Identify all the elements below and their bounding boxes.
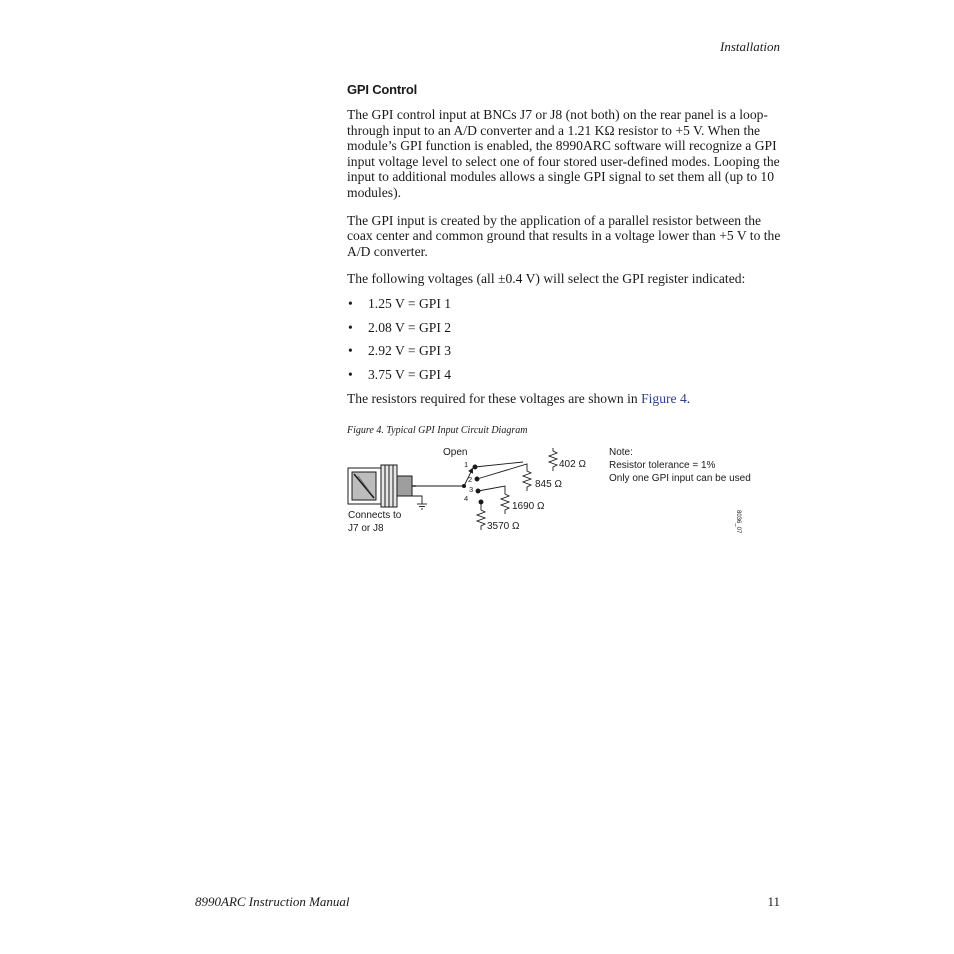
drawing-id: 8036_07 (735, 510, 741, 534)
label-connector-ids: J7 or J8 (348, 523, 384, 534)
list-item-text: 2.92 V = GPI 3 (368, 343, 452, 359)
bullet-symbol: • (348, 319, 353, 335)
list-item-text: 2.08 V = GPI 2 (368, 319, 452, 335)
footer-page-number: 11 (767, 894, 780, 909)
paragraph-parallel-resistor: The GPI input is created by the application of a parallel resistor between the coax center and common ground that results in a voltage lower than +5 V to the A/D converter. (347, 212, 781, 259)
label-connects-to: Connects to (348, 510, 402, 521)
note-single-input: Only one GPI input can be used (609, 473, 751, 484)
label-resistor-1690: 1690 Ω (512, 501, 545, 512)
section-heading: GPI Control (347, 82, 418, 97)
list-item-text: 1.25 V = GPI 1 (368, 295, 452, 311)
note-title: Note: (609, 447, 633, 458)
figure-caption: Figure 4. Typical GPI Input Circuit Diagram (347, 425, 528, 436)
bullet-symbol: • (348, 295, 353, 311)
list-item (347, 343, 787, 359)
gpi-circuit-diagram (340, 440, 760, 545)
bullet-symbol: • (348, 366, 353, 382)
list-item (347, 367, 787, 383)
paragraph-voltages-intro: The following voltages (all ±0.4 V) will select the GPI register indicated: (347, 271, 746, 287)
label-resistor-3570: 3570 Ω (487, 521, 520, 532)
list-item-text: 3.75 V = GPI 4 (368, 366, 452, 382)
running-header-section: Installation (720, 39, 780, 54)
label-resistor-402: 402 Ω (559, 459, 586, 470)
label-position-2: 2 (468, 475, 473, 484)
list-item (347, 296, 787, 312)
main-content (347, 82, 787, 419)
bullet-symbol: • (348, 343, 353, 359)
note-resistor-tolerance: Resistor tolerance = 1% (609, 460, 716, 471)
label-position-1: 1 (464, 460, 469, 469)
list-item (347, 320, 787, 336)
label-position-3: 3 (469, 485, 474, 494)
paragraph-gpi-input-description: The GPI control input at BNCs J7 or J8 (not both) on the rear panel is a loop-through input to an A/D converter and a 1.21 KΩ resistor to +5 V. When the module’s GPI function is enabled, the 8990ARC software will recognize a GPI input voltage level to select one of four stored user-defined modes. Looping the input to additional modules allows a single GPI signal to set them all (up to 10 modules). (347, 107, 780, 200)
voltage-list (347, 296, 787, 382)
reference-text: The resistors required for these voltages are shown in (347, 391, 642, 407)
label-position-4: 4 (464, 494, 469, 503)
figure-4-link[interactable]: Figure 4 (641, 391, 687, 407)
reference-period: . (686, 391, 691, 407)
footer-manual-title: 8990ARC Instruction Manual (195, 894, 350, 909)
bnc-connector-icon (348, 465, 416, 507)
label-resistor-845: 845 Ω (535, 479, 562, 490)
paragraph-resistors-reference (347, 391, 787, 407)
label-open: Open (443, 447, 468, 458)
